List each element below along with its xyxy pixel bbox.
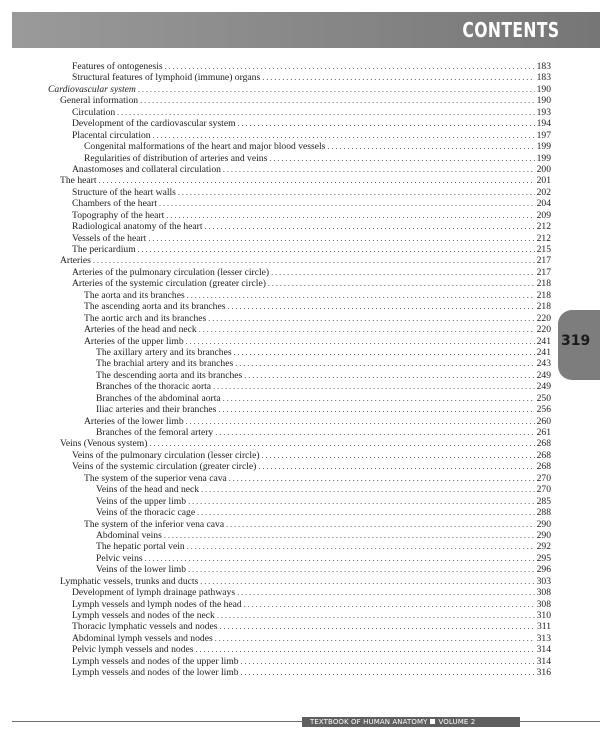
toc-entry-label: The axillary artery and its branches — [96, 346, 232, 358]
toc-entry-label: Arteries — [60, 255, 91, 267]
dot-leader — [188, 496, 535, 507]
toc-entry — [48, 667, 551, 678]
toc-entry-label: Circulation — [72, 106, 116, 118]
dot-leader — [215, 427, 534, 438]
toc-entry-label: Veins of the pulmonary circulation (lesser circle) — [72, 449, 260, 461]
toc-entry — [48, 587, 551, 598]
dot-leader — [148, 233, 534, 244]
dot-leader — [219, 621, 534, 632]
toc-entry — [48, 553, 551, 564]
toc-entry — [48, 61, 551, 72]
toc-entry-page: 303 — [536, 575, 551, 587]
toc-entry — [48, 599, 551, 610]
dot-leader — [227, 301, 534, 312]
toc-entry-page: 218 — [536, 301, 551, 313]
toc-entry-page: 288 — [536, 507, 551, 519]
toc-entry — [48, 530, 551, 541]
toc-entry-page: 190 — [536, 95, 551, 107]
toc-entry-label: Veins of the thoracic cage — [96, 507, 196, 519]
toc-entry-label: Branches of the abdominal aorta — [96, 392, 221, 404]
toc-entry-page: 256 — [536, 404, 551, 416]
toc-entry-label: Veins of the lower limb — [96, 564, 187, 576]
toc-entry — [48, 95, 551, 106]
dot-leader — [197, 507, 535, 518]
toc-entry — [48, 187, 551, 198]
toc-entry-label: Structural features of lymphoid (immune) organs — [72, 72, 261, 84]
toc-entry — [48, 621, 551, 632]
toc-entry-page: 296 — [536, 564, 551, 576]
toc-entry — [48, 175, 551, 186]
toc-entry-page: 201 — [536, 175, 551, 187]
toc-entry-page: 183 — [536, 61, 551, 72]
toc-entry-page: 316 — [536, 667, 551, 679]
toc-entry-label: Lymph vessels and nodes of the upper limb — [72, 655, 239, 667]
dot-leader — [271, 267, 534, 278]
toc-entry-page: 290 — [536, 529, 551, 541]
toc-entry — [48, 427, 551, 438]
toc-entry — [48, 473, 551, 484]
toc-entry-label: Pelvic veins — [96, 552, 143, 564]
toc-entry-page: 241 — [536, 335, 551, 347]
dot-leader — [223, 164, 535, 175]
toc-entry-label: Lymph vessels and lymph nodes of the head — [72, 598, 242, 610]
toc-entry — [48, 233, 551, 244]
running-footer — [310, 717, 475, 727]
toc-entry-label: The system of the inferior vena cava — [84, 518, 225, 530]
toc-entry — [48, 484, 551, 495]
toc-entry — [48, 519, 551, 530]
toc-entry-page: 220 — [536, 312, 551, 324]
toc-entry-label: Structure of the heart walls — [72, 186, 176, 198]
toc-entry-label: Lymph vessels and nodes of the lower limb — [72, 667, 239, 679]
toc-entry-page: 310 — [536, 610, 551, 621]
toc-entry-page: 199 — [536, 141, 551, 153]
square-separator-icon — [430, 719, 435, 724]
toc-entry-label: Iliac arteries and their branches — [96, 404, 217, 416]
footer-book-title: TEXTBOOK OF HUMAN ANATOMY — [310, 718, 428, 726]
toc-entry — [48, 290, 551, 301]
toc-entry — [48, 381, 551, 392]
toc-entry — [48, 107, 551, 118]
dot-leader — [223, 393, 535, 404]
table-of-contents — [48, 61, 551, 679]
toc-entry — [48, 541, 551, 552]
dot-leader — [229, 473, 535, 484]
toc-entry-page: 197 — [536, 129, 551, 141]
dot-leader — [117, 107, 534, 118]
toc-entry-page: 290 — [536, 518, 551, 530]
dot-leader — [199, 324, 535, 335]
toc-entry-label: Lymphatic vessels, trunks and ducts — [60, 575, 199, 587]
dot-leader — [237, 587, 535, 598]
toc-entry-label: Veins (Venous system) — [60, 438, 148, 450]
dot-leader — [196, 644, 535, 655]
toc-entry — [48, 153, 551, 164]
toc-entry-label: The heart — [60, 175, 97, 187]
page-number: 319 — [561, 333, 591, 349]
toc-entry-page: 204 — [536, 198, 551, 210]
toc-entry — [48, 496, 551, 507]
toc-entry-label: Regularities of distribution of arteries and veins — [84, 152, 268, 164]
toc-entry-page: 270 — [536, 472, 551, 484]
toc-entry-page: 292 — [536, 541, 551, 553]
toc-entry — [48, 416, 551, 427]
toc-entry — [48, 278, 551, 289]
toc-entry-page: 215 — [536, 244, 551, 255]
page-title: CONTENTS — [462, 18, 560, 42]
dot-leader — [153, 130, 535, 141]
toc-entry-page: 314 — [536, 655, 551, 667]
toc-entry-label: Veins of the upper limb — [96, 495, 187, 507]
toc-entry-page: 249 — [536, 381, 551, 393]
dot-leader — [187, 290, 535, 301]
toc-entry-page: 212 — [536, 232, 551, 244]
toc-entry-label: General information — [60, 95, 139, 107]
footer-volume: VOLUME 2 — [438, 718, 476, 726]
toc-entry — [48, 221, 551, 232]
dot-leader — [149, 438, 534, 449]
toc-entry-label: The descending aorta and its branches — [96, 369, 243, 381]
toc-entry — [48, 301, 551, 312]
toc-entry-page: 217 — [536, 255, 551, 267]
toc-entry — [48, 324, 551, 335]
dot-leader — [138, 84, 535, 95]
toc-entry-label: Arteries of the systemic circulation (greater circle) — [72, 278, 266, 290]
dot-leader — [200, 576, 534, 587]
toc-entry-page: 268 — [536, 461, 551, 473]
toc-entry-label: Branches of the thoracic aorta — [96, 381, 212, 393]
toc-entry-page: 194 — [536, 118, 551, 130]
toc-entry-page: 285 — [536, 495, 551, 507]
toc-entry-page: 220 — [536, 324, 551, 336]
toc-entry-label: Arteries of the head and neck — [84, 324, 197, 336]
dot-leader — [238, 118, 535, 129]
toc-entry-page: 314 — [536, 644, 551, 656]
dot-leader — [262, 450, 535, 461]
toc-entry-label: Anastomoses and collateral circulation — [72, 163, 221, 175]
dot-leader — [268, 278, 535, 289]
toc-entry-page: 308 — [536, 587, 551, 599]
toc-entry-page: 250 — [536, 392, 551, 404]
dot-leader — [93, 255, 535, 266]
toc-entry-label: The ascending aorta and its branches — [84, 301, 226, 313]
toc-entry — [48, 210, 551, 221]
toc-entry-label: Veins of the head and neck — [96, 484, 200, 496]
dot-leader — [327, 141, 534, 152]
toc-entry — [48, 656, 551, 667]
toc-entry-label: Thoracic lymphatic vessels and nodes — [72, 621, 218, 633]
dot-leader — [178, 187, 535, 198]
toc-entry — [48, 450, 551, 461]
toc-entry-label: The brachial artery and its branches — [96, 358, 234, 370]
toc-entry-page: 212 — [536, 221, 551, 233]
toc-entry-label: Arteries of the upper limb — [84, 335, 184, 347]
toc-entry — [48, 576, 551, 587]
dot-leader — [213, 381, 535, 392]
dot-leader — [138, 244, 535, 255]
toc-entry — [48, 255, 551, 266]
toc-entry-label: Vessels of the heart — [72, 232, 147, 244]
toc-entry-page: 270 — [536, 484, 551, 496]
toc-entry-label: The pericardium — [72, 244, 136, 255]
toc-entry — [48, 633, 551, 644]
toc-entry — [48, 393, 551, 404]
toc-entry-page: 311 — [536, 621, 551, 633]
toc-entry-page: 295 — [536, 552, 551, 564]
dot-leader — [217, 610, 535, 621]
toc-entry — [48, 461, 551, 472]
toc-entry-label: Abdominal veins — [96, 529, 162, 541]
toc-entry-label: Abdominal lymph vessels and nodes — [72, 632, 213, 644]
toc-entry-page: 202 — [536, 186, 551, 198]
toc-entry — [48, 358, 551, 369]
dot-leader — [99, 175, 535, 186]
toc-entry-label: Chambers of the heart — [72, 198, 157, 210]
dot-leader — [186, 336, 535, 347]
toc-entry-label: Lymph vessels and nodes of the neck — [72, 610, 215, 621]
toc-entry — [48, 336, 551, 347]
toc-entry-page: 261 — [536, 427, 551, 438]
toc-entry — [48, 118, 551, 129]
dot-leader — [159, 198, 535, 209]
toc-entry-page: 218 — [536, 278, 551, 290]
toc-entry-label: Placental circulation — [72, 129, 151, 141]
toc-entry-page: 218 — [536, 289, 551, 301]
dot-leader — [201, 484, 535, 495]
dot-leader — [235, 358, 534, 369]
toc-entry — [48, 141, 551, 152]
dot-leader — [208, 313, 534, 324]
toc-entry — [48, 164, 551, 175]
toc-entry-page: 199 — [536, 152, 551, 164]
toc-entry-label: Development of the cardiovascular system — [72, 118, 236, 130]
dot-leader — [244, 370, 534, 381]
dot-leader — [234, 347, 535, 358]
dot-leader — [140, 95, 535, 106]
dot-leader — [241, 667, 535, 678]
toc-entry — [48, 610, 551, 621]
toc-entry-page: 260 — [536, 415, 551, 427]
toc-entry-label: Radiological anatomy of the heart — [72, 221, 203, 233]
toc-entry — [48, 313, 551, 324]
dot-leader — [215, 633, 535, 644]
toc-entry-page: 241 — [536, 346, 551, 358]
toc-entry-page: 268 — [536, 438, 551, 450]
dot-leader — [226, 519, 534, 530]
toc-entry — [48, 84, 551, 95]
toc-entry-label: The aorta and its branches — [84, 289, 185, 301]
toc-entry — [48, 438, 551, 449]
dot-leader — [165, 61, 535, 72]
dot-leader — [188, 564, 535, 575]
toc-entry-label: Cardiovascular system — [48, 83, 136, 95]
toc-entry — [48, 507, 551, 518]
dot-leader — [269, 153, 534, 164]
dot-leader — [262, 72, 534, 83]
toc-entry-label: Development of lymph drainage pathways — [72, 587, 236, 599]
toc-entry-label: Arteries of the lower limb — [84, 415, 184, 427]
toc-entry-page: 268 — [536, 449, 551, 461]
toc-entry-label: The aortic arch and its branches — [84, 312, 207, 324]
dot-leader — [164, 530, 535, 541]
toc-entry — [48, 347, 551, 358]
toc-entry — [48, 644, 551, 655]
toc-entry — [48, 130, 551, 141]
dot-leader — [205, 221, 535, 232]
toc-entry-page: 183 — [536, 72, 551, 84]
toc-entry — [48, 404, 551, 415]
toc-entry-page: 243 — [536, 358, 551, 370]
toc-entry-page: 193 — [536, 106, 551, 118]
dot-leader — [186, 416, 535, 427]
toc-entry — [48, 267, 551, 278]
dot-leader — [145, 553, 535, 564]
toc-entry-label: Pelvic lymph vessels and nodes — [72, 644, 194, 656]
toc-entry-label: Congenital malformations of the heart and major blood vessels — [84, 141, 326, 153]
toc-entry-page: 249 — [536, 369, 551, 381]
toc-entry-label: Topography of the heart — [72, 209, 165, 221]
toc-entry-page: 217 — [536, 266, 551, 278]
toc-entry-label: Branches of the femoral artery — [96, 427, 214, 438]
toc-entry-page: 190 — [536, 83, 551, 95]
dot-leader — [244, 599, 535, 610]
toc-entry — [48, 244, 551, 255]
toc-entry-page: 313 — [536, 632, 551, 644]
dot-leader — [258, 461, 534, 472]
toc-entry — [48, 198, 551, 209]
toc-entry-page: 308 — [536, 598, 551, 610]
toc-entry-label: Veins of the systemic circulation (greater circle) — [72, 461, 257, 473]
toc-entry-label: The system of the superior vena cava — [84, 472, 227, 484]
toc-entry-label: Arteries of the pulmonary circulation (lesser circle) — [72, 266, 270, 278]
toc-entry-page: 200 — [536, 163, 551, 175]
toc-entry-page: 209 — [536, 209, 551, 221]
dot-leader — [241, 656, 535, 667]
dot-leader — [187, 541, 535, 552]
toc-entry — [48, 72, 551, 83]
toc-entry-label: Features of ontogenesis — [72, 61, 163, 72]
toc-entry — [48, 370, 551, 381]
dot-leader — [166, 210, 534, 221]
toc-entry-label: The hepatic portal vein — [96, 541, 185, 553]
dot-leader — [218, 404, 534, 415]
toc-entry — [48, 564, 551, 575]
